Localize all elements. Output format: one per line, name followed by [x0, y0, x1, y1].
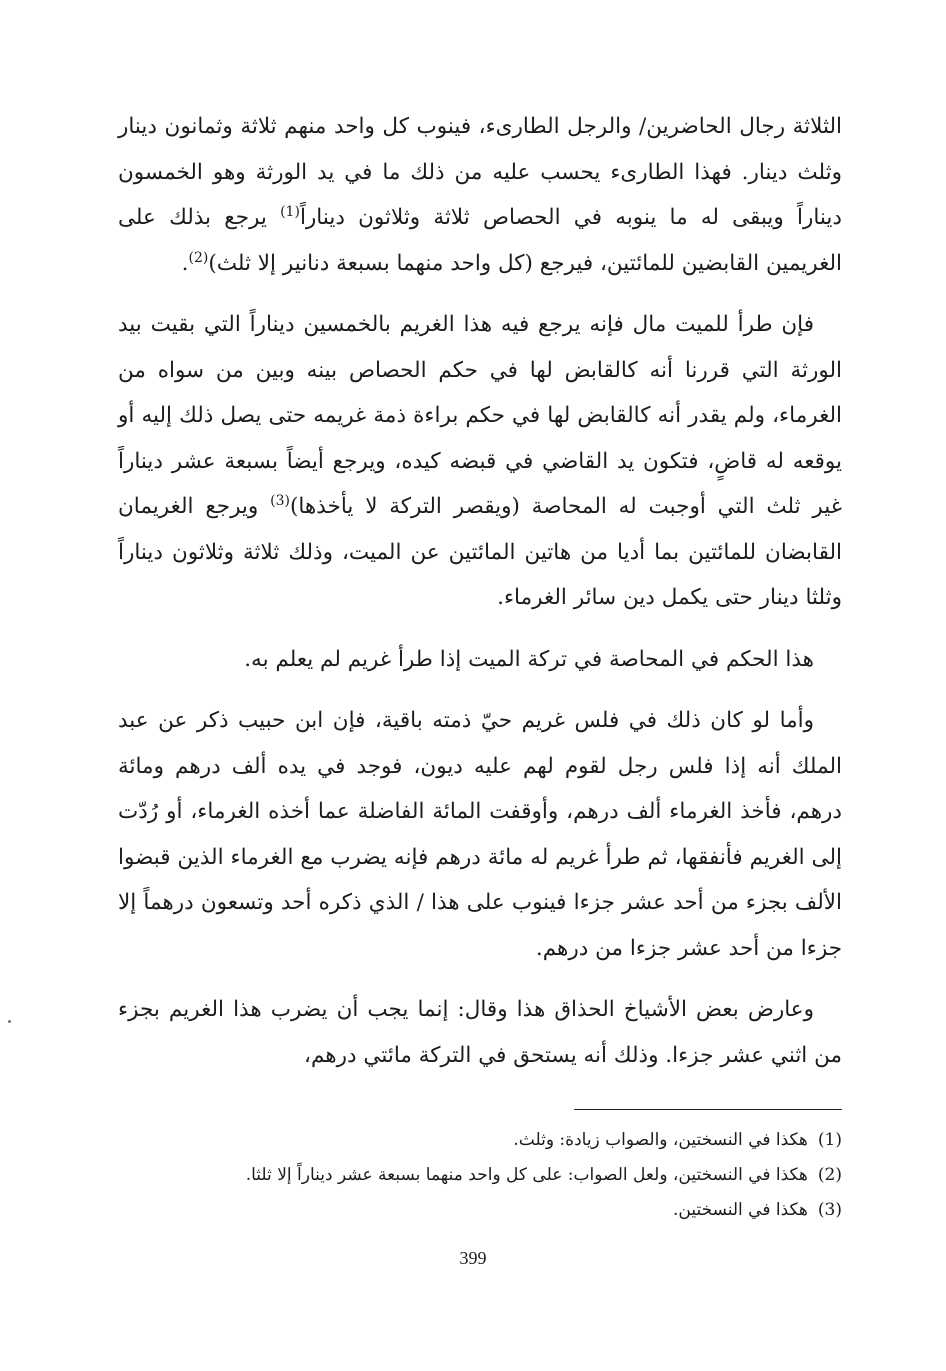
footnote-number: (2) — [817, 1165, 842, 1185]
text-line: الثلاثة رجال الحاضرين/ والرجل الطارىء، فينوب كل واحد منهم ثلاثة — [240, 114, 842, 139]
footnote-ref-1: (1) — [280, 203, 300, 220]
text-line: وهو الخمسون ديناراً ويبقى له ما ينوبه في الحصاص ثلاثة وثلاثون ديناراً — [118, 159, 842, 230]
footnote-text: هكذا في النسختين. — [673, 1200, 808, 1220]
paragraph-2 — [118, 302, 842, 621]
paragraph-1 — [118, 104, 842, 286]
text-line: وثمانون دينار وثلث دينار. فهذا الطارىء يحسب عليه من ذلك ما في يد الورثة — [118, 114, 842, 185]
text-line: ذكره أحد وتسعون درهماً إلا جزءا من أحد عشر جزءا من درهم. — [118, 890, 842, 961]
footnotes — [118, 1123, 842, 1228]
text-line: يرجع بذلك على الغريمين القابضين للمائتين، فيرجع (كل واحد منهما بسبعة — [118, 205, 842, 276]
page-number: 399 — [459, 1248, 487, 1268]
paragraph-3 — [118, 637, 842, 683]
footnote-text: هكذا في النسختين، ولعل الصواب: على كل واحد منهما بسبعة عشر ديناراً إلا ثلثا. — [245, 1165, 808, 1185]
text-line: ثلاثة وثلاثون ديناراً وثلثا دينار حتى يكمل دين سائر الغرماء. — [118, 539, 842, 610]
text-line: وعارض بعض الأشياخ الحذاق هذا وقال: إنما يجب أن يضرب هذا — [233, 997, 814, 1022]
paragraph-5 — [118, 987, 842, 1078]
footnote-item — [118, 1158, 842, 1193]
text-line: هذا الحكم في المحاصة في تركة الميت إذا طرأ غريم لم يعلم به. — [244, 646, 814, 672]
footnote-text: هكذا في النسختين، والصواب زيادة: وثلث. — [513, 1130, 808, 1150]
footnote-item — [118, 1123, 842, 1158]
paragraph-4 — [118, 698, 842, 971]
text-line: الغرماء الذين قبضوا الألف بجزء من أحد عشر جزءا فينوب على هذا / الذي — [118, 844, 842, 915]
text-line: عشر ديناراً غير ثلث التي أوجبت له المحاصة (ويقصر التركة لا يأخذها) — [118, 448, 842, 519]
footnote-number: (3) — [817, 1200, 842, 1220]
footnote-divider — [574, 1109, 842, 1110]
text-line: عبد الملك أنه إذا فلس رجل لقوم لهم عليه ديون، فوجد في يده ألف درهم — [118, 708, 842, 779]
text-line: الغرماء، أو رُدّت إلى الغريم فأنفقها، ثم طرأ غريم له مائة درهم فإنه يضرب مع — [118, 799, 842, 870]
trailing-period: . — [181, 250, 189, 276]
footnote-ref-3: (3) — [270, 492, 290, 509]
text-line: الغرماء، ولم يقدر أنه كالقابض لها في حكم براءة ذمة غريمه حتى يصل ذلك — [179, 403, 842, 428]
main-text — [118, 104, 842, 1078]
text-line: ومائة درهم، فأخذ الغرماء ألف درهم، وأوقفت المائة الفاضلة عما أخذه — [118, 753, 842, 824]
text-line: وأما لو كان ذلك في فلس غريم حيّ ذمته باقية، فإن ابن حبيب ذكر عن — [158, 708, 814, 733]
text-line: دنانير إلا ثلث) — [208, 250, 330, 276]
text-line: إليه أو يوقعه له قاضٍ، فتكون يد القاضي في قبضه كيده، ويرجع أيضاً بسبعة — [118, 403, 842, 474]
text-line: ويرجع الغريمان القابضان للمائتين بما أديا من هاتين المائتين عن الميت، وذلك — [118, 494, 842, 565]
scan-speck — [8, 1020, 11, 1023]
text-line: فإن طرأ للميت مال فإنه يرجع فيه هذا الغريم بالخمسين ديناراً التي بقيت — [150, 312, 814, 337]
footnote-number: (1) — [817, 1130, 842, 1150]
footnote-item — [118, 1193, 842, 1228]
footnote-ref-2: (2) — [188, 249, 209, 266]
text-line: بيد الورثة التي قررنا أنه كالقابض لها في حكم الحصاص بينه وبين من سواه من — [118, 312, 842, 383]
text-line: الغريم بجزء من اثني عشر جزءا. وذلك أنه يستحق في التركة مائتي درهم، — [118, 997, 842, 1068]
